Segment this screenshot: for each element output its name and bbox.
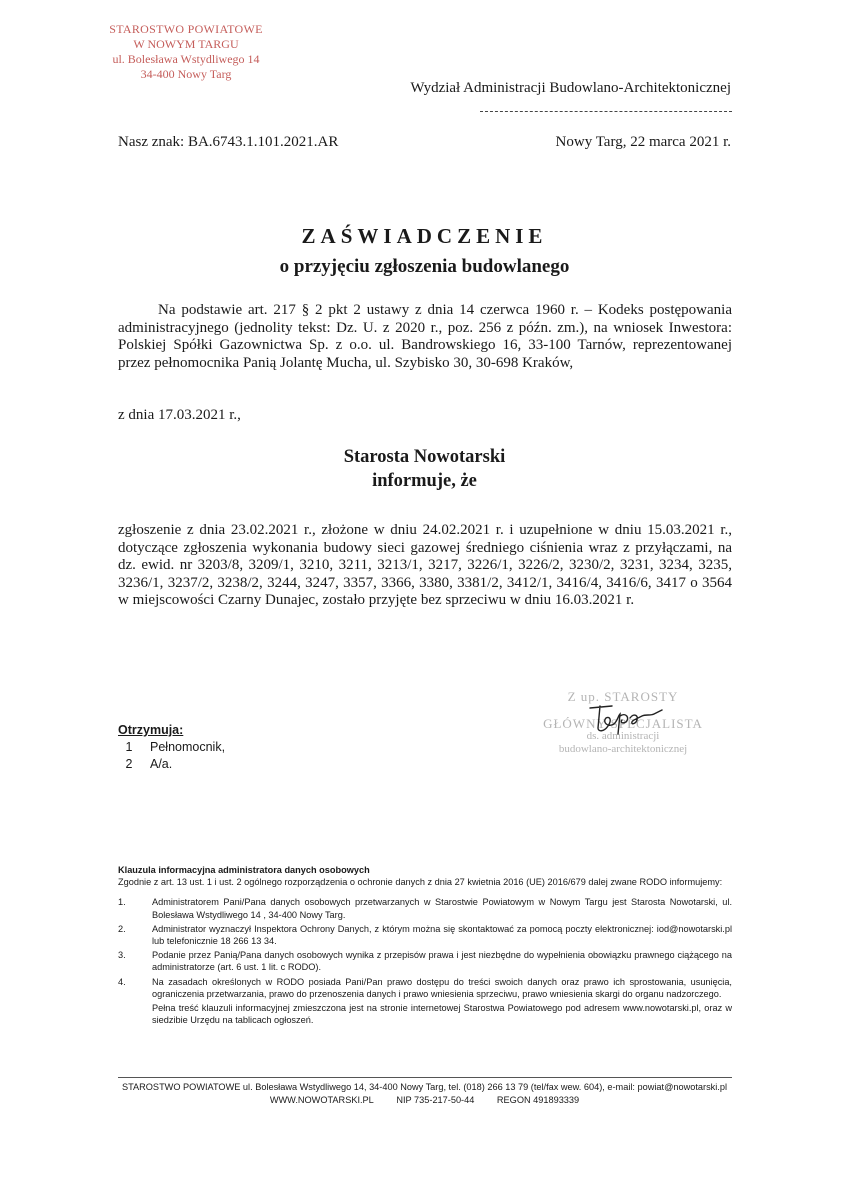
- signature-stamp-line1: Z up. STAROSTY: [567, 689, 679, 704]
- informs-heading: informuje, że: [372, 471, 477, 491]
- recipient-label: A/a.: [150, 757, 173, 771]
- recipient-item: [118, 740, 225, 754]
- handwritten-signature: [582, 694, 682, 738]
- clause-list: [118, 896, 732, 1000]
- recipients-heading: Otrzymuja:: [118, 723, 184, 737]
- footer-regon: REGON 491893339: [496, 1095, 580, 1105]
- clause-item-text: Na zasadach określonych w RODO posiada Pani/Pan prawo dostępu do treści swoich danych oraz prawo ich sprostowania, usunięcia, ograniczenia przetwarzania, prawo do przenoszenia danych i prawo wniesienia sprzeciwu, prawo wniesienia skargi do organu nadzorczego.: [152, 976, 732, 999]
- recipient-label: Pełnomocnik,: [150, 740, 226, 754]
- department-name: Wydział Administracji Budowlano-Architektonicznej: [410, 80, 731, 96]
- clause-item-number: 3.: [118, 950, 126, 961]
- clause-item-text: Administrator wyznaczył Inspektora Ochrony Danych, z którym można się skontaktować za pomocą poczty elektronicznej: iod@nowotarski.pl lub telefonicznie 18 266 13 34.: [152, 923, 732, 947]
- legal-basis-paragraph: Na podstawie art. 217 § 2 pkt 2 ustawy z dnia 14 czerwca 1960 r. – Kodeks postępowania administracyjnego (jednolity tekst: Dz. U. z 2020 r., poz. 256 z późn. zm.), na wniosek Inwestora: Polskiej Spółki Gazownictwa Sp. z o.o. ul. Bandrowskiego 16, 33-100 Tarnów, reprezentowanej przez pełnomocnika Panią Jolantę Mucha, ul. Szybisko 30, 30-698 Kraków,: [118, 302, 732, 371]
- clause-item: [118, 976, 732, 1000]
- clause-item: [118, 923, 732, 947]
- clause-item: [118, 896, 732, 920]
- stamp-line-postcode: 34-400 Nowy Targ: [140, 67, 232, 81]
- clause-item-number: 1.: [118, 897, 126, 908]
- reference-number: Nasz znak: BA.6743.1.101.2021.AR: [118, 134, 339, 150]
- recipient-number: 2: [125, 757, 133, 771]
- clause-intro: Zgodnie z art. 13 ust. 1 i ust. 2 ogólnego rozporządzenia o ochronie danych z dnia 27 kwietnia 2016 (UE) 2016/679 dalej zwane RODO informujemy:: [118, 877, 723, 888]
- document-subtitle: o przyjęciu zgłoszenia budowlanego: [279, 256, 570, 277]
- clause-item-number: 4.: [118, 976, 126, 987]
- department-divider: [480, 111, 732, 113]
- office-header-stamp: [86, 22, 286, 82]
- stamp-line-town: W NOWYM TARGU: [133, 37, 239, 51]
- clause-heading: Klauzula informacyjna administratora danych osobowych: [118, 865, 370, 875]
- signature-stamp-line2: GŁÓWNY SPECJALISTA: [543, 716, 703, 731]
- signature-stamp-line3: ds. administracji: [586, 730, 660, 742]
- signature-stamp-line4: budowlano-architektonicznej: [558, 743, 688, 755]
- stamp-line-street: ul. Bolesława Wstydliwego 14: [112, 52, 260, 66]
- recipient-number: 1: [125, 740, 133, 754]
- clause-item-text: Administratorem Pani/Pana danych osobowych przetwarzanych w Starostwie Powiatowym w Nowym Targu jest Starosta Nowotarski, ul. Bolesława Wstydliwego 14 , 34-400 Nowy Targ.: [152, 897, 732, 920]
- footer-divider: [118, 1077, 732, 1078]
- footer-address: STAROSTWO POWIATOWE ul. Bolesława Wstydliwego 14, 34-400 Nowy Targ, tel. (018) 266 13 79 (tel/fax wew. 604), e-mail: powiat@nowotarski.pl: [121, 1082, 728, 1092]
- footer-website: WWW.NOWOTARSKI.PL: [269, 1095, 374, 1105]
- decision-paragraph: zgłoszenie z dnia 23.02.2021 r., złożone w dniu 24.02.2021 r. i uzupełnione w dniu 15.03.2021 r., dotyczące zgłoszenia wykonania budowy sieci gazowej średniego ciśnienia wraz z przyłączami, na dz. ewid. nr 3203/8, 3209/1, 3210, 3211, 3213/1, 3217, 3226/1, 3226/2, 3230/2, 3231, 3234, 3235, 3236/1, 3237/2, 3238/2, 3244, 3247, 3357, 3366, 3380, 3381/2, 3412/1, 3416/4, 3416/6, 3417 o 3564 w miejscowości Czarny Dunajec, zostało przyjęte bez sprzeciwu w dniu 16.03.2021 r.: [118, 522, 732, 608]
- footer-nip: NIP 735-217-50-44: [396, 1095, 475, 1105]
- footer-identifiers: [0, 1095, 849, 1105]
- clause-tail: Pełna treść klauzuli informacyjnej zmieszczona jest na stronie internetowej Starostwa Powiatowego pod adresem www.nowotarski.pl, oraz w siedzibie Urzędu na tablicach ogłoszeń.: [152, 1003, 732, 1026]
- document-title: ZAŚWIADCZENIE: [301, 224, 548, 248]
- gdpr-information-clause: [118, 864, 732, 1026]
- place-and-date: Nowy Targ, 22 marca 2021 r.: [555, 134, 731, 150]
- recipient-item: [118, 757, 172, 771]
- stamp-line-office: STAROSTWO POWIATOWE: [109, 22, 263, 36]
- clause-item-number: 2.: [118, 923, 126, 934]
- application-date: z dnia 17.03.2021 r.,: [118, 407, 241, 423]
- clause-item: [118, 949, 732, 973]
- clause-item-text: Podanie przez Panią/Pana danych osobowych wynika z przepisów prawa i jest niezbędne do wypełnienia obowiązku prawnego ciążącego na administratorze (art. 6 ust. 1 lit. c RODO).: [152, 950, 732, 973]
- issuing-authority: Starosta Nowotarski: [343, 447, 506, 467]
